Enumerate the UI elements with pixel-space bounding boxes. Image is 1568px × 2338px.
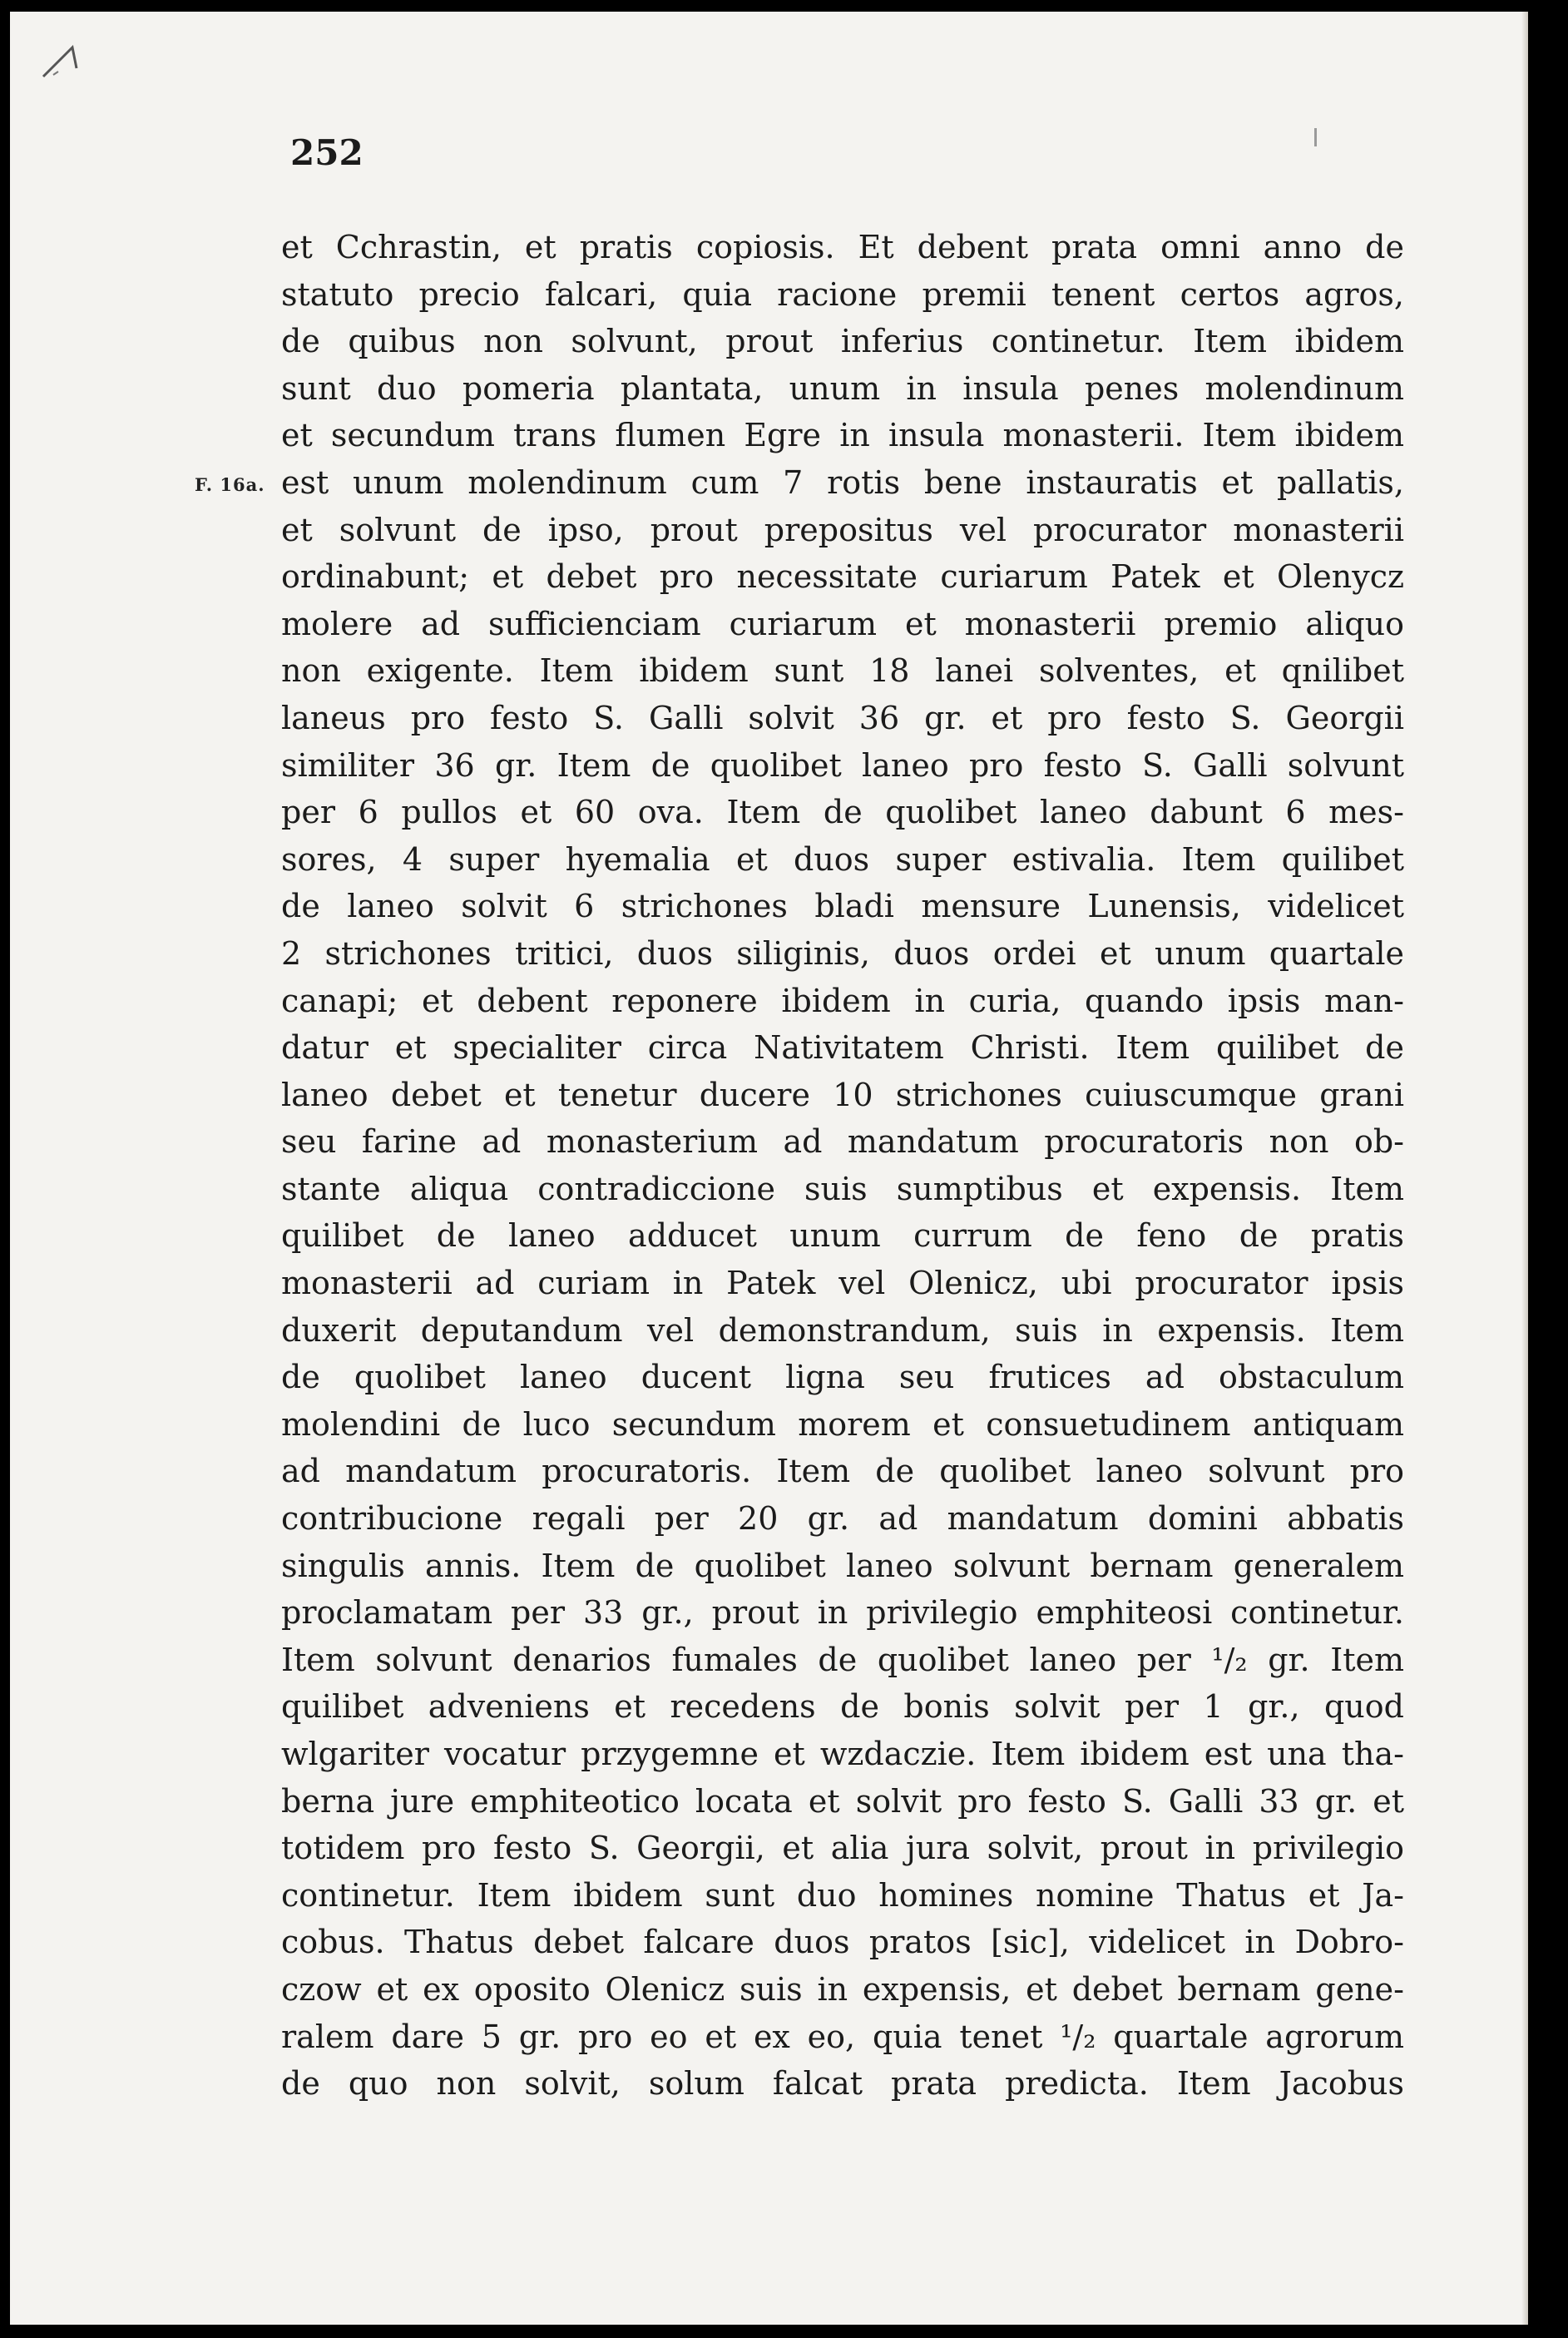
text-line: cobus. Thatus debet falcare duos pratos [sic], videlicet in Dobro- (281, 1924, 1404, 1961)
text-line: Item solvunt denarios fumales de quolibet laneo per ¹/₂ gr. Item (281, 1641, 1404, 1678)
text-line: canapi; et debent reponere ibidem in curia, quando ipsis man- (281, 982, 1404, 1019)
text-line: et solvunt de ipso, prout prepositus vel procurator monasterii (281, 511, 1404, 548)
text-line: monasterii ad curiam in Patek vel Olenicz, ubi procurator ipsis (281, 1265, 1404, 1302)
document-page (10, 12, 1528, 2325)
text-line: quilibet adveniens et recedens de bonis solvit per 1 gr., quod (281, 1688, 1404, 1726)
text-line: de laneo solvit 6 strichones bladi mensure Lunensis, videlicet (281, 888, 1404, 925)
corner-fold-mark (35, 35, 85, 85)
text-line: ad mandatum procuratoris. Item de quolibet laneo solvunt pro (281, 1453, 1404, 1490)
text-line: stante aliqua contradiccione suis sumptibus et expensis. Item (281, 1170, 1404, 1207)
text-line: molendini de luco secundum morem et consuetudinem antiquam (281, 1405, 1404, 1443)
text-line: proclamatam per 33 gr., prout in privilegio emphiteosi continetur. (281, 1594, 1404, 1632)
text-line: similiter 36 gr. Item de quolibet laneo pro festo S. Galli solvunt (281, 746, 1404, 784)
text-line: non exigente. Item ibidem sunt 18 lanei solventes, et qnilibet (281, 652, 1404, 690)
text-line: de quolibet laneo ducent ligna seu frutices ad obstaculum (281, 1359, 1404, 1396)
text-line: est unum molendinum cum 7 rotis bene instauratis et pallatis, (281, 463, 1404, 501)
text-line: de quibus non solvunt, prout inferius continetur. Item ibidem (281, 323, 1404, 360)
text-line: laneus pro festo S. Galli solvit 36 gr. et pro festo S. Georgii (281, 699, 1404, 736)
text-line: et Cchrastin, et pratis copiosis. Et debent prata omni anno de (281, 229, 1404, 265)
text-line: totidem pro festo S. Georgii, et alia jura solvit, prout in privilegio (281, 1830, 1404, 1867)
text-line: sores, 4 super hyemalia et duos super estivalia. Item quilibet (281, 840, 1404, 878)
text-line: laneo debet et tenetur ducere 10 strichones cuiuscumque grani (281, 1076, 1404, 1113)
text-line: berna jure emphiteotico locata et solvit pro festo S. Galli 33 gr. et (281, 1782, 1404, 1820)
text-line: statuto precio falcari, quia racione premii tenent certos agros, (281, 275, 1404, 313)
text-line: per 6 pullos et 60 ova. Item de quolibet laneo dabunt 6 mes- (281, 794, 1404, 831)
text-line: ralem dare 5 gr. pro eo et ex eo, quia tenet ¹/₂ quartale agrorum (281, 2018, 1404, 2055)
text-line: et secundum trans flumen Egre in insula monasterii. Item ibidem (281, 417, 1404, 454)
text-line: continetur. Item ibidem sunt duo homines nomine Thatus et Ja- (281, 1876, 1404, 1914)
text-line: duxerit deputandum vel demonstrandum, suis in expensis. Item (281, 1311, 1404, 1349)
folio-margin-reference: F. 16a. (195, 474, 265, 495)
text-line: datur et specialiter circa Nativitatem Christi. Item quilibet de (281, 1029, 1404, 1067)
body-text (281, 224, 1404, 2108)
page-edge-shadow (1521, 12, 1528, 2325)
text-line: 2 strichones tritici, duos siliginis, duos ordei et unum quartale (281, 934, 1404, 972)
text-line: de quo non solvit, solum falcat prata predicta. Item Jacobus (281, 2065, 1404, 2103)
scan-artifact-mark (1314, 128, 1317, 146)
page-number: 252 (290, 132, 364, 173)
text-line: seu farine ad monasterium ad mandatum procuratoris non ob- (281, 1123, 1404, 1161)
text-line: wlgariter vocatur przygemne et wzdaczie. Item ibidem est una tha- (281, 1736, 1404, 1772)
text-line: quilibet de laneo adducet unum currum de feno de pratis (281, 1217, 1404, 1255)
text-line: contribucione regali per 20 gr. ad mandatum domini abbatis (281, 1500, 1404, 1538)
text-line: czow et ex oposito Olenicz suis in expensis, et debet bernam gene- (281, 1970, 1404, 2008)
text-line: ordinabunt; et debet pro necessitate curiarum Patek et Olenycz (281, 558, 1404, 596)
text-line: singulis annis. Item de quolibet laneo solvunt bernam generalem (281, 1547, 1404, 1584)
text-line: sunt duo pomeria plantata, unum in insula penes molendinum (281, 369, 1404, 407)
text-line: molere ad sufficienciam curiarum et monasterii premio aliquo (281, 605, 1404, 642)
